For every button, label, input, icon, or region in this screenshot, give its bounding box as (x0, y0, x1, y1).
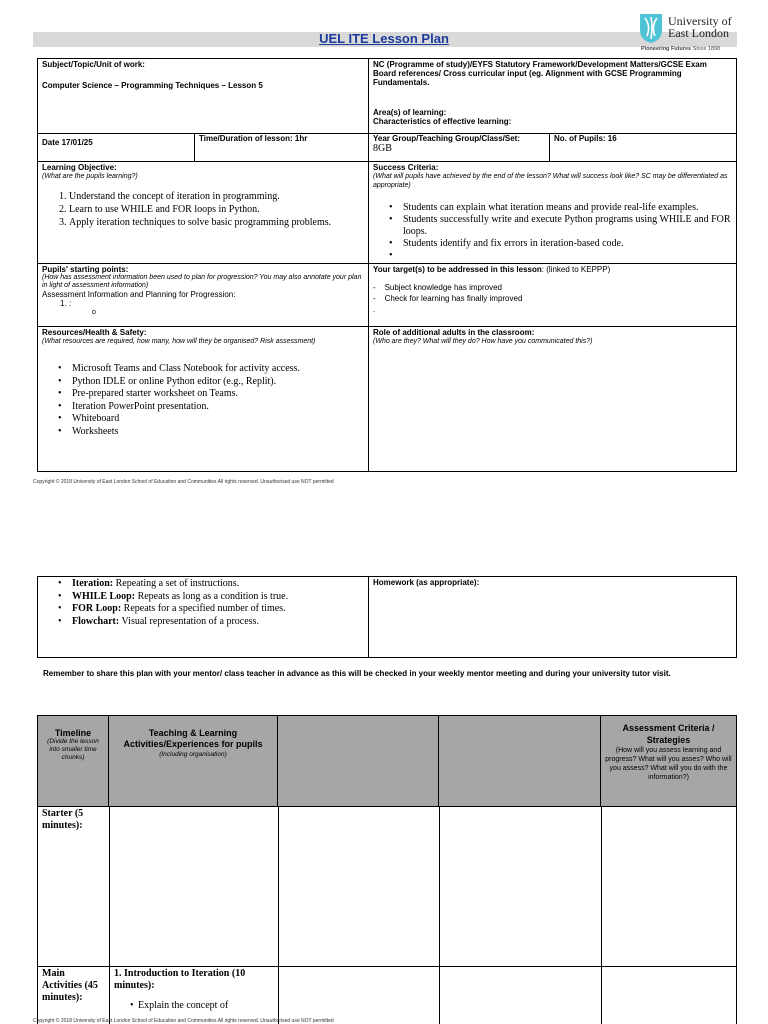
starting-item: 1. : (60, 299, 72, 308)
keyword-item (42, 591, 364, 604)
timeline-hint: (Divide the lesson into smaller time chunks) (47, 738, 99, 761)
main-label: Main Activities (45 minutes): (42, 968, 98, 1003)
sc-label: Success Criteria: (373, 163, 439, 172)
logo-line-2: East London (668, 26, 729, 40)
learning-objective-cell (38, 162, 368, 230)
targets-dot: . (373, 305, 376, 314)
logo-line-1: University of (668, 14, 732, 28)
resource-item: • Whiteboard (42, 413, 364, 426)
sc-item (373, 250, 732, 258)
resource-item: • Iteration PowerPoint presentation. (42, 401, 364, 414)
targets-list (373, 282, 732, 315)
blank-header-2 (439, 716, 601, 806)
keyword-item (42, 616, 364, 629)
targets-cell (369, 264, 736, 316)
col-line-3 (439, 806, 440, 1024)
col-line-2 (278, 806, 279, 1024)
starting-sub: o (92, 309, 96, 316)
targets-label: Your target(s) to be addressed in this lesson (373, 265, 542, 274)
main-activity-cell (110, 967, 278, 1013)
resources-cell (38, 327, 368, 440)
col-line-4 (601, 806, 602, 1024)
starting-label: Pupils' starting points: (42, 265, 129, 274)
sc-item: • Students identify and fix errors in iteration-based code. (373, 238, 732, 250)
timeline-header (38, 716, 109, 806)
timeline-title: Timeline (54, 728, 92, 738)
characteristics-label: Characteristics of effective learning: (373, 117, 512, 126)
areas-label: Area(s) of learning: (373, 108, 447, 117)
target-item: - Subject knowledge has improved (373, 283, 502, 292)
lo-hint: (What are the pupils learning?) (42, 173, 138, 180)
target-text: Subject knowledge has improved (384, 283, 502, 292)
keywords-list (42, 578, 364, 628)
keyword-term: Iteration: (72, 578, 114, 589)
keyword-term: FOR Loop: (72, 603, 122, 614)
keyword-item (42, 603, 364, 616)
subject-label: Subject/Topic/Unit of work: (42, 60, 145, 69)
subject-cell (38, 59, 368, 91)
lo-item: 2. Learn to use WHILE and FOR loops in Python. (69, 203, 364, 216)
main-list (114, 1000, 274, 1012)
homework-label: Homework (as appropriate): (373, 578, 480, 587)
remember-note: Remember to share this plan with your mentor/ class teacher in advance as this will be checked in your weekly mentor meeting and during your university tutor visit. (43, 669, 671, 678)
year-group-label: Year Group/Teaching Group/Class/Set: (373, 134, 520, 143)
starting-points-cell (38, 264, 368, 318)
lo-list (42, 190, 364, 229)
footer-copyright: Copyright © 2018 University of East London School of Education and Communities All rights reserved. Unauthorised use NOT permitted (33, 1018, 334, 1024)
adults-hint: (Who are they? What will they do? How have you communicated this?) (373, 338, 593, 345)
lo-item: 1. Understand the concept of iteration in programming. (69, 190, 364, 203)
resources-list (42, 363, 364, 439)
table-row-line-1 (37, 806, 737, 807)
keyword-def: Visual representation of a process. (119, 615, 259, 627)
resource-item: • Pre-prepared starter worksheet on Teams. (42, 388, 364, 401)
lo-label: Learning Objective: (42, 163, 117, 172)
uel-crest-icon (638, 12, 664, 44)
logo-wordmark (668, 15, 732, 39)
resource-item: • Microsoft Teams and Class Notebook for activity access. (42, 363, 364, 376)
logo-tag-rest: Since 1898 (692, 46, 721, 52)
main-item: • Explain the concept of (114, 1000, 274, 1012)
tl-header (109, 716, 278, 806)
ac-title: Assessment Criteria / Strategies (622, 723, 715, 745)
keyword-term: Flowchart: (72, 615, 120, 627)
tl-title: Teaching & Learning Activities/Experiences for pupils (123, 728, 263, 749)
starting-hint: (How has assessment information been used to plan for progression? You may also annotate your plan in light of assessment information) (42, 274, 362, 289)
keywords-divider (368, 576, 369, 658)
date-label: Date 17/01/25 (42, 138, 93, 147)
logo-tag-bold: Pioneering Futures (641, 46, 692, 52)
assessment-info: Assessment Information and Planning for Progression: (42, 290, 236, 299)
duration-label: Time/Duration of lesson: 1hr (199, 134, 308, 143)
keyword-def: Repeating a set of instructions. (113, 578, 240, 589)
year-group-cell (369, 133, 549, 156)
ac-header (601, 716, 736, 806)
keyword-def: Repeats as long as a condition is true. (135, 590, 289, 602)
tl-hint: (Including organisation) (159, 751, 227, 758)
adults-label: Role of additional adults in the classroom: (373, 328, 535, 337)
sc-hint: (What will pupils have achieved by the end of the lesson? What will success look like? SC may be differentiated as appropriate) (373, 173, 728, 189)
sc-item: • Students can explain what iteration means and provide real-life examples. (373, 202, 732, 214)
copyright-text: Copyright © 2018 University of East London School of Education and Communities All rights reserved. Unauthorised use NOT permitted (33, 479, 334, 485)
blank-header-1 (278, 716, 439, 806)
resources-label: Resources/Health & Safety: (42, 328, 147, 337)
sc-item: • Students successfully write and execute Python programs using WHILE and FOR loops. (373, 214, 732, 238)
subject-value: Computer Science – Programming Techniques – Lesson 5 (42, 81, 263, 90)
resource-item: • Python IDLE or online Python editor (e.g., Replit). (42, 376, 364, 389)
sc-list (373, 202, 732, 258)
pupils-label: No. of Pupils: 16 (554, 134, 617, 143)
targets-suffix: : (linked to KEPPP) (541, 265, 611, 274)
resources-hint: (What resources are required, how many, how will they be organised? Risk assessment) (42, 338, 316, 345)
target-text: Check for learning has finally improved (384, 294, 523, 303)
nc-cell (369, 59, 736, 127)
keyword-def: Repeats for a specified number of times. (121, 603, 286, 614)
logo-tagline (641, 46, 720, 52)
page-title: UEL ITE Lesson Plan (319, 31, 449, 46)
main-heading: 1. Introduction to Iteration (10 minutes): (114, 968, 246, 991)
starter-label: Starter (5 minutes): (42, 808, 84, 831)
keywords-cell (38, 577, 368, 629)
resource-item: • Worksheets (42, 426, 364, 439)
success-criteria-cell (369, 162, 736, 259)
nc-label: NC (Programme of study)/EYFS Statutory Framework/Development Matters/GCSE Exam Board references/ Cross curricular input (eg. Alignment with GCSE Programming Fundamentals. (373, 60, 707, 87)
ac-hint: (How will you assess learning and progress? What will you asses? Who will you assess? What will you do with the information?) (605, 747, 732, 781)
adults-cell (369, 327, 736, 347)
year-group-value: 8GB (373, 143, 392, 154)
keyword-item (42, 578, 364, 591)
lo-item: 3. Apply iteration techniques to solve basic programming problems. (69, 216, 364, 229)
keyword-term: WHILE Loop: (72, 590, 136, 602)
target-item: - Check for learning has finally improved (373, 294, 523, 303)
